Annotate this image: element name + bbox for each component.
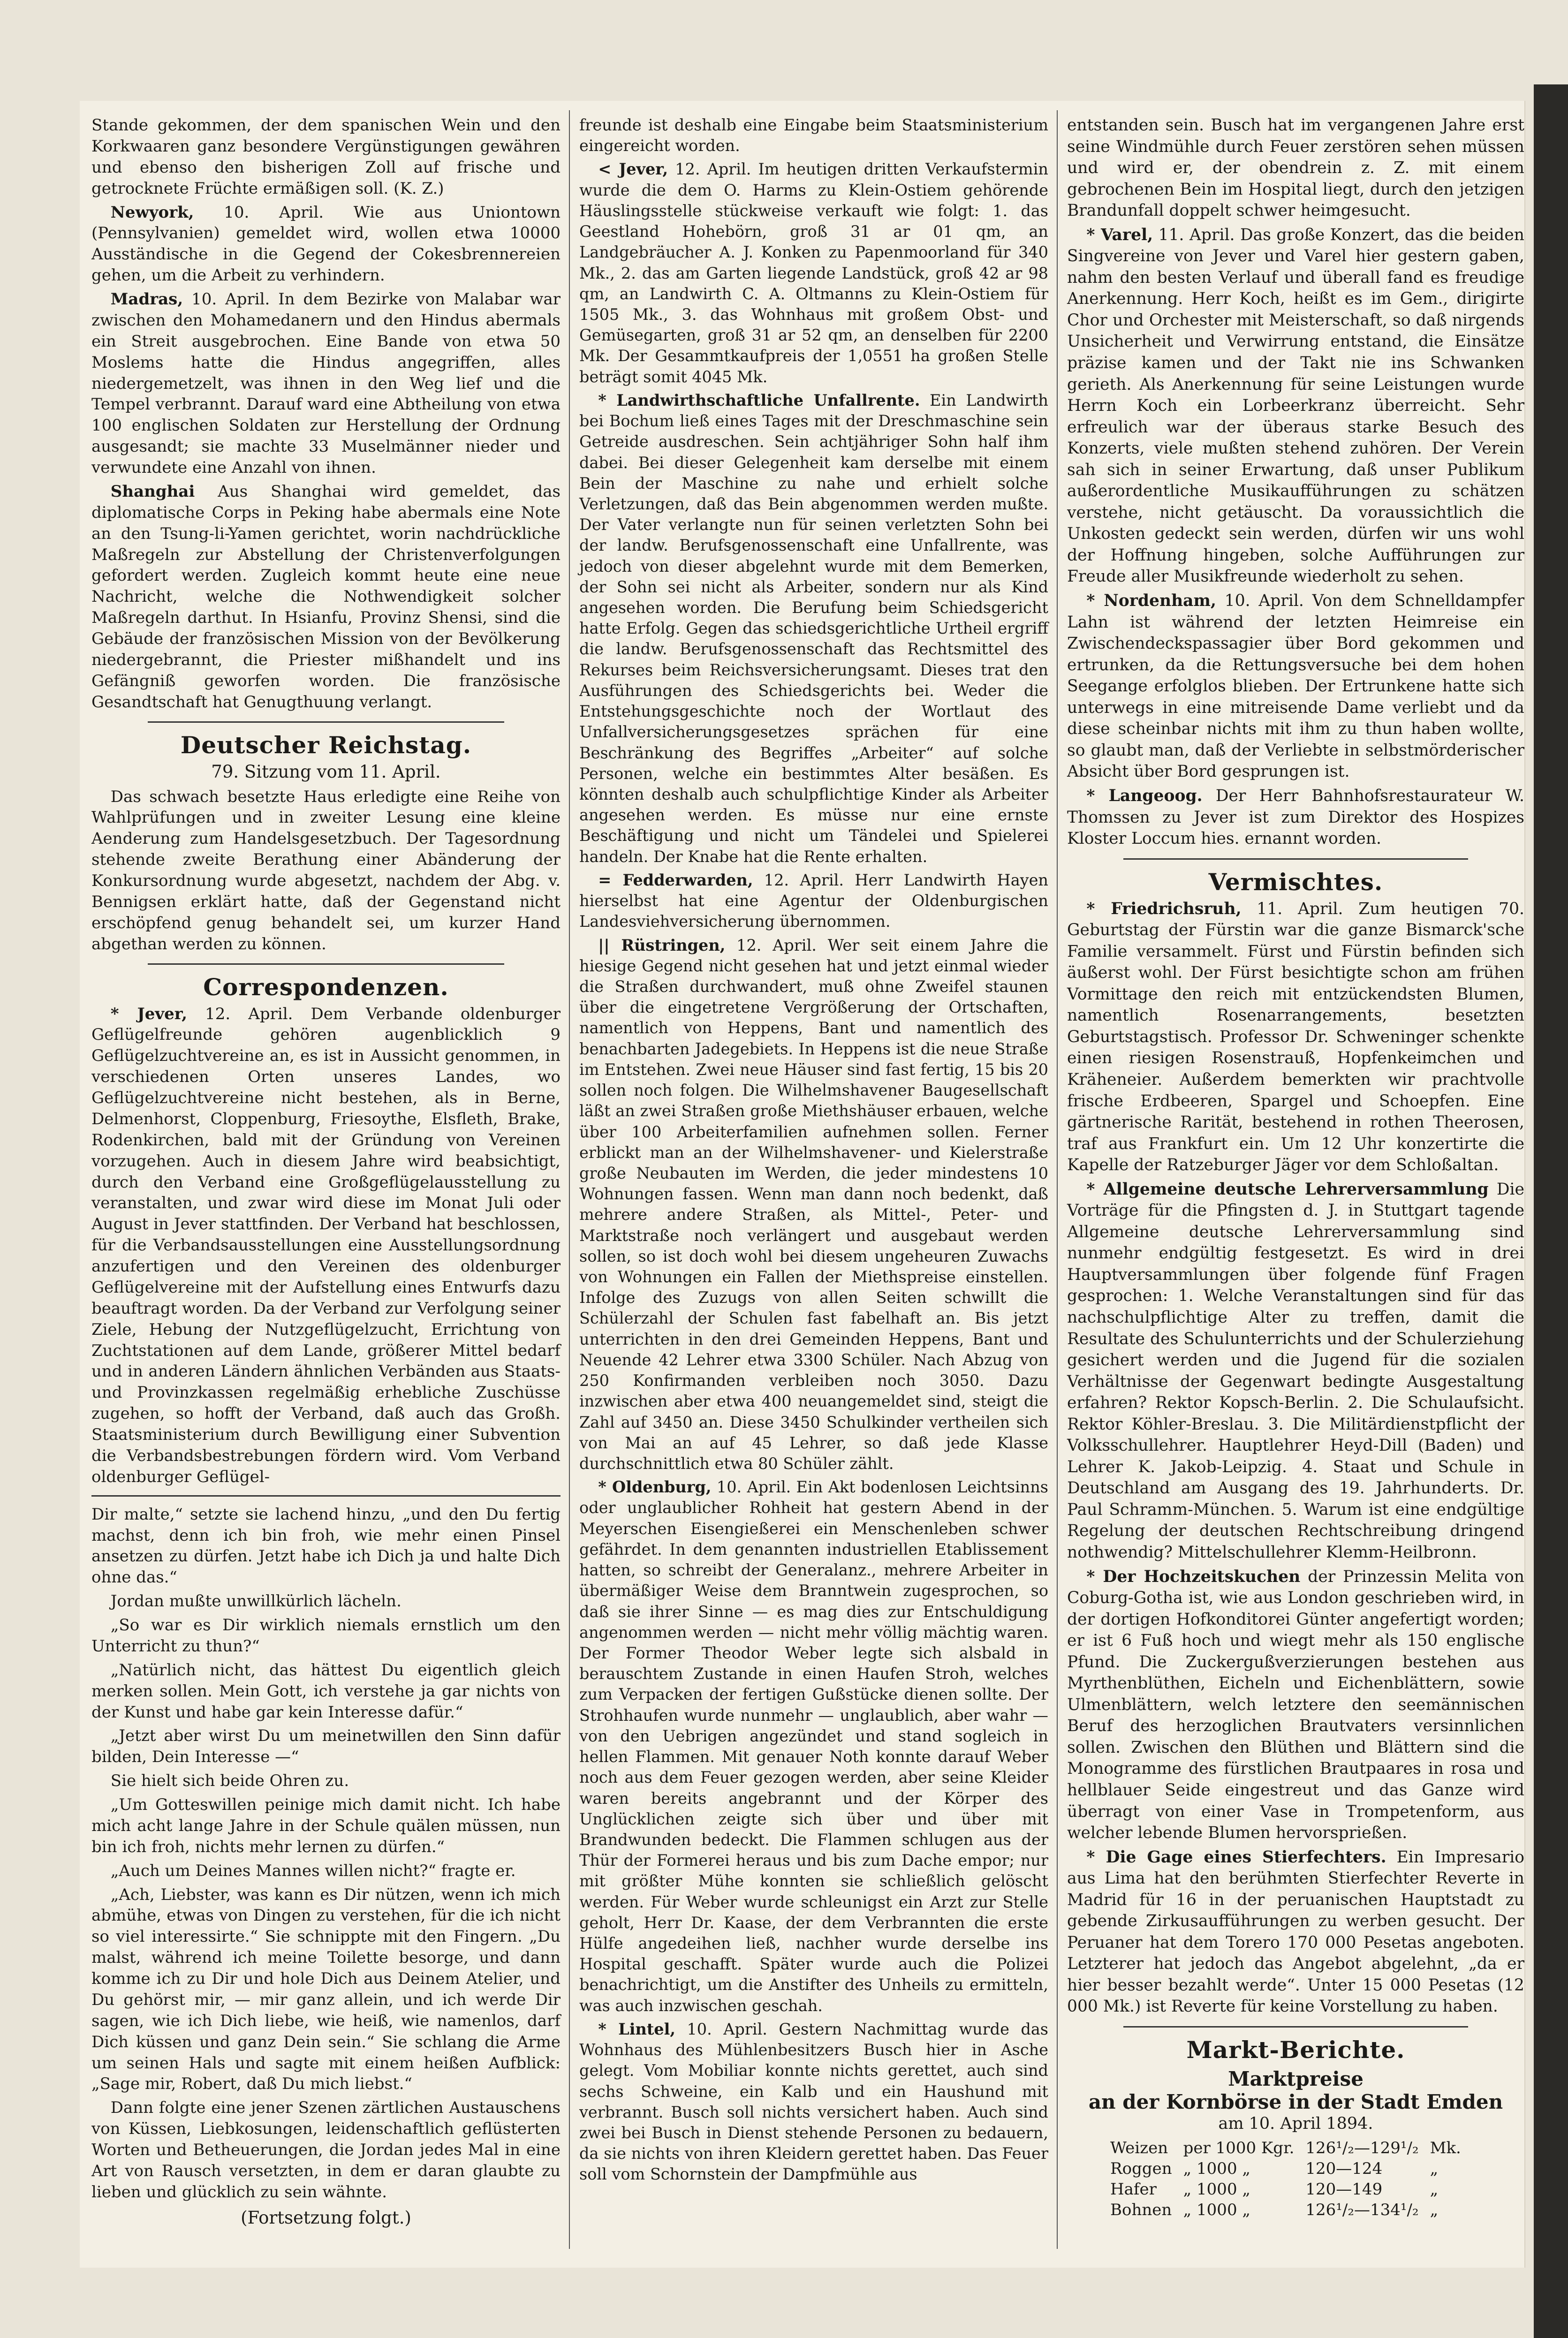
column-divider — [569, 110, 570, 2249]
news-article — [1067, 786, 1524, 850]
article-text: Ein Landwirth bei Bochum ließ eines Tages mit der Dreschmaschine sein Getreide ausdreschen. Sein achtjähriger Sohn half ihm dabei. Bei dieser Gelegenheit kam derselbe mit einem Bein der Maschine zu nahe und erhielt solche Verletzungen, daß das Bein abgenommen werden mußte. Der Vater verlangte nun für seinen verletzten Sohn bei der landw. Berufsgenossenschaft eine Unfallrente, was jedoch von dieser abgelehnt wurde mit dem Bemerken, der Sohn sei nicht als Arbeiter, sondern nur als Kind angesehen worden. Die Berufung beim Schiedsgericht hatte Erfolg. Gegen das schiedsgerichtliche Urtheil ergriff die landw. Berufsgenossenschaft das Rechtsmittel des Rekurses beim Reichsversicherungsamt. Dieses trat den Ausführungen des Schiedsgerichts bei. Weder die Entstehungsgeschichte noch der Wortlaut des Unfallversicherungsgesetzes sprächen für eine Beschränkung des Begriffes „Arbeiter“ auf solche Personen, welche ein bestimmtes Alter besäßen. Es könnten deshalb auch schulpflichtige Kinder als Arbeiter angesehen werden. Es müsse nur eine ernste Beschäftigung und nicht um Tändelei und Spielerei handeln. Der Knabe hat die Rente erhalten. — [579, 391, 1048, 866]
news-article — [579, 390, 1048, 867]
price-item: Weizen — [1110, 2139, 1168, 2158]
place-name: * Langeoog. — [1086, 786, 1203, 805]
place-name: * Jever, — [110, 1004, 188, 1023]
place-name: || Rüstringen, — [598, 936, 726, 954]
feuilleton-paragraph: „Jetzt aber wirst Du um meinetwillen den Sinn dafür bilden, Dein Interesse —“ — [91, 1726, 561, 1767]
place-name: * Die Gage eines Stierfechters. — [1086, 1847, 1386, 1867]
reichstag-heading: Deutscher Reichstag. — [180, 731, 472, 759]
correspondenzen-heading: Correspondenzen. — [203, 973, 449, 1001]
feuilleton-paragraph: „Natürlich nicht, das hättest Du eigentlich gleich merken sollen. Mein Gott, ich verstehe ja gar nichts von der Kunst und habe gar kein Interesse dafür.“ — [91, 1660, 561, 1722]
article-text: freunde ist deshalb eine Eingabe beim Staatsministerium eingereicht worden. — [579, 116, 1048, 155]
place-name: * Friedrichsruh, — [1086, 899, 1242, 918]
reichstag-session: 79. Sitzung vom 11. April. — [211, 761, 441, 782]
article-text: 10. April. Ein Akt bodenlosen Leichtsinns oder unglaublicher Rohheit hat gestern Abend in der Meyerschen Eisengießerei ein Menschenleben schwer gefährdet. In dem genannten industriellen Etablissement hatten, so schreibt der Generalanz., mehrere Arbeiter in übermäßiger Weise dem Branntwein zugesprochen, so daß sie ihrer Sinne — es mag dies zur Entschuldigung angenommen werden — nicht mehr völlig mächtig waren. Der Former Theodor Weber legte sich alsbald in berauschtem Zustande in einen Haufen Stroh, welches zum Verpacken der fertigen Gußstücke dienen sollte. Der Strohhaufen wurde nunmehr — unglaublich, aber wahr — von den Uebrigen angezündet und stand sogleich in hellen Flammen. Mit genauer Noth konnte darauf Weber noch aus dem Feuer gezogen werden, aber seine Kleider waren bereits angebrannt und der Körper des Unglücklichen zeigte sich über und über mit Brandwunden bedeckt. Die Flammen schlugen aus der Thür der Formerei heraus und bis zum Dache empor; nur mit größter Mühe konnten sie schließlich gelöscht werden. Für Weber wurde schleunigst ein Arzt zur Stelle geholt, Herr Dr. Kaase, der dem Verbrannten die erste Hülfe angedeihen ließ, nachher wurde derselbe ins Hospital geschafft. Später wurde auch die Polizei benachrichtigt, um die Anstifter des Unheils zu ermitteln, was auch inzwischen geschah. — [579, 1478, 1049, 2015]
price-price: 126¹/₂—129¹/₂ — [1305, 2139, 1419, 2158]
divider — [148, 963, 504, 965]
article-text: Stande gekommen, der dem spanischen Wein und den Korkwaaren ganz besondere Vergünstigungen gewähren und ebenso den bisherigen Zoll auf frische und getrocknete Früchte ermäßigen soll. (K. Z.) — [91, 116, 561, 198]
news-article — [579, 159, 1048, 387]
vermischtes-articles — [1067, 899, 1524, 2018]
reichstag-text: Das schwach besetzte Haus erledigte eine Reihe von Wahlprüfungen und in zweiter Lesung eine kleine Aenderung zum Handelsgesetzbuch. Der Tagesordnung stehende zweite Berathung einer Abänderung der Konkursordnung wurde abgesetzt, nachdem der Abg. v. Bennigsen erklärt hatte, daß der Gegenstand nicht erschöpfend genug behandelt sei, um kurzer Hand abgethan werden zu können. — [91, 787, 561, 953]
place-name: Madras, — [110, 290, 183, 309]
price-row — [1105, 2138, 1467, 2158]
column-3-news — [1067, 115, 1524, 850]
column-3 — [1067, 115, 1524, 2220]
article-text: Aus Shanghai wird gemeldet, das diplomatische Corps in Peking habe abermals eine Note an den Tsung-li-Yamen gerichtet, worin nachdrückliche Maßregeln zur Abstellung der Christenverfolgungen gefordert werden. Zugleich kommt heute eine neue Nachricht, welche die Nothwendigkeit solcher Maßregeln darthut. In Hsianfu, Provinz Shensi, sind die Gebäude der französischen Mission von der Bevölkerung niedergebrannt, die Priester mißhandelt und ins Gefängniß geworfen worden. Die französische Gesandtschaft hat Genugthuung verlangt. — [91, 482, 561, 711]
feuilleton-paragraph: „Ach, Liebster, was kann es Dir nützen, wenn ich mich abmühe, etwas von Dingen zu verstehen, für die ich nicht so viel interessirte.“ Sie schnippte mit den Fingern. „Du malst, während ich meine Toilette besorge, und dann komme ich zu Dir und hole Dich aus Deinem Atelier, und Du gehörst mir, — mir ganz allein, und ich werde Dir sagen, wie ich Dich liebe, wie heiß, wie namenlos, darf Dich küssen und ganz Dein sein.“ Sie schlang die Arme um seinen Hals und sagte mit einem heißen Aufblick: „Sage mir, Robert, daß Du mich liebst.“ — [91, 1885, 561, 2094]
news-article — [579, 870, 1048, 932]
price-unit: „ 1000 „ — [1183, 2159, 1250, 2179]
page-edge — [1534, 84, 1568, 2338]
divider — [148, 721, 504, 723]
article-text: 10. April. Wie aus Uniontown (Pennsylvanien) gemeldet wird, wollen etwa 10000 Ausständische in die Gegend der Cokesbrennereien gehen, um die Arbeit zu verhindern. — [91, 203, 561, 285]
newspaper-page — [80, 101, 1525, 2268]
news-article — [1067, 899, 1524, 1176]
market-date: am 10. April 1894. — [1218, 2114, 1373, 2134]
price-row — [1105, 2200, 1467, 2220]
divider — [1123, 2026, 1468, 2028]
feuilleton-paragraph: Sie hielt sich beide Ohren zu. — [110, 1771, 349, 1791]
feuilleton-divider — [91, 1495, 561, 1497]
article-text: 11. April. Das große Konzert, das die beiden Singvereine von Jever und Varel hier gestern gaben, nahm den besten Verlauf und überall fand es freudige Anerkennung. Herr Koch, heißt es im Gem., dirigirte Chor und Orchester mit Meisterschaft, so daß nirgends Unsicherheit und Verwirrung entstand, die Einsätze präzise kamen und der Takt nie ins Schwanken gerieth. Als Anerkennung für seine Leistungen wurde Herrn Koch ein Lorbeerkranz überreicht. Sehr erfreulich war der überaus starke Besuch des Konzerts, viele mußten stehend zuhören. Der Verein sah sich in seiner Erwartung, daß unser Publikum außerordentliche Musikaufführungen zu schätzen verstehe, nicht getäuscht. Da voraussichtlich die Unkosten gedeckt sein werden, dürfen wir uns wohl der Hoffnung hingeben, solche Aufführungen zur Freude aller Musikfreunde wiederholt zu sehen. — [1067, 225, 1524, 586]
article-text: 12. April. Wer seit einem Jahre die hiesige Gegend nicht gesehen hat und jetzt einmal wieder die Straßen durchwandert, muß ohne Zweifel staunen über die eingetretene Vergrößerung der Ortschaften, namentlich von Heppens, Bant und namentlich des benachbarten Jadegebiets. In Heppens ist die neue Straße im Entstehen. Zwei neue Häuser sind fast fertig, 15 bis 20 sollen noch folgen. Die Wilhelmshavener Baugesellschaft läßt an zwei Straßen große Miethshäuser erbauen, welche über 100 Arbeiterfamilien aufnehmen sollen. Ferner erblickt man an der Wilhelmshavener- und Kielerstraße große Neubauten im Werden, die jeder mindestens 10 Wohnungen fassen. Wenn man dann noch bedenkt, daß mehrere andere Straßen, als Mittel-, Peter- und Marktstraße noch verlängert und ausgebaut werden sollen, so ist doch wohl bei diesem ungeheuren Zuwachs von Wohnungen ein Fallen der Miethspreise einstellen. Infolge des Zuzugs von allen Seiten schwillt die Schülerzahl der Schulen fast fabelhaft an. Bis jetzt unterrichten in den drei Gemeinden Heppens, Bant und Neuende 42 Lehrer etwa 3300 Schüler. Nach Abzug von 250 Konfirmanden verbleiben noch 3050. Dazu inzwischen aber etwa 400 neuangemeldet sind, steigt die Zahl auf 3450 an. Diese 3450 Schulkinder vertheilen sich von Mai an auf 45 Lehrer, so daß jede Klasse durchschnittlich etwa 80 Schüler zählt. — [579, 936, 1049, 1473]
feuilleton-paragraph: Dann folgte eine jener Szenen zärtlichen Austauschens von Küssen, Liebkosungen, leidenschaftlich geflüsterten Worten und Betheuerungen, die Jordan jedes Mal in eine Art von Rausch versetzten, in dem er daran glaubte zu lieben und glücklich zu sein wähnte. — [91, 2098, 561, 2202]
column-2-news — [579, 115, 1048, 2185]
feuilleton-paragraph: „Um Gotteswillen peinige mich damit nicht. Ich habe mich acht lange Jahre in der Schule quälen müssen, nun bin ich froh, nichts mehr lernen zu dürfen.“ — [91, 1795, 561, 1856]
vermischtes-heading: Vermischtes. — [1208, 868, 1383, 896]
column-2 — [579, 115, 1048, 2188]
column-1 — [91, 115, 561, 2228]
price-price: 120—124 — [1305, 2159, 1383, 2179]
news-article — [91, 115, 561, 199]
fortsetzung-note: (Fortsetzung folgt.) — [241, 2207, 411, 2228]
feuilleton — [91, 1504, 561, 2203]
article-text: 10. April. In dem Bezirke von Malabar war zwischen den Mohamedanern und den Hindus abermals ein Streit ausgebrochen. Eine Bande von etwa 50 Moslems hatte die Hindus angegriffen, alles niedergemetzelt, was ihnen in den Weg lief und die Tempel verbrannt. Darauf ward eine Abtheilung von etwa 100 englischen Soldaten zur Herstellung der Ordnung ausgesandt; sie machte 33 Muselmänner nieder und verwundete eine Anzahl von ihnen. — [91, 290, 561, 477]
news-article — [1067, 1566, 1524, 1844]
price-cur: „ — [1430, 2180, 1439, 2199]
news-article — [579, 2019, 1048, 2185]
feuilleton-paragraph: „So war es Dir wirklich niemals ernstlich um den Unterricht zu thun?“ — [91, 1616, 561, 1656]
news-article — [91, 202, 561, 287]
place-name: * Nordenham, — [1086, 591, 1217, 611]
news-article — [1067, 1179, 1524, 1564]
place-name: Shanghai — [110, 482, 195, 501]
market-location: an der Kornbörse in der Stadt Emden — [1088, 2090, 1503, 2114]
price-row — [1105, 2179, 1467, 2200]
place-name: * Oldenburg, — [598, 1478, 712, 1497]
column-divider — [1057, 110, 1058, 2249]
price-unit: „ 1000 „ — [1183, 2201, 1250, 2220]
price-item: Bohnen — [1110, 2201, 1172, 2220]
price-unit: per 1000 Kgr. — [1183, 2139, 1295, 2158]
divider — [1123, 858, 1468, 860]
article-text: 10. April. Von dem Schnelldampfer Lahn ist während der letzten Heimreise ein Zwischendeckspassagier über Bord gekommen und ertrunken, da die Rettungsversuche bei dem hohen Seegange erfolglos blieben. Der Ertrunkene hatte sich unterwegs in eine mitreisende Dame verliebt und da diese scheinbar nichts mit ihm zu thun haben wollte, so glaubt man, daß der Verliebte in selbstmörderischer Absicht über Bord gesprungen ist. — [1067, 591, 1524, 781]
price-price: 126¹/₂—134¹/₂ — [1305, 2201, 1419, 2220]
place-name: * Varel, — [1086, 225, 1153, 244]
place-name: Newyork, — [110, 203, 194, 222]
feuilleton-paragraph: Dir malte,“ setzte sie lachend hinzu, „und den Du fertig machst, denn ich bin froh, wie mehr einen Pinsel ansetzen zu dürfen. Jetzt habe ich Dich ja und halte Dich ohne das.“ — [91, 1505, 561, 1587]
price-cur: „ — [1430, 2159, 1439, 2179]
place-name: * Der Hochzeitskuchen — [1086, 1567, 1301, 1586]
article-text: der Prinzessin Melita von Coburg-Gotha ist, wie aus London geschrieben wird, in der dortigen Hofkonditorei Günter angefertigt worden; er ist 6 Fuß hoch und wiegt mehr als 150 englische Pfund. Die Zuckergußverzierungen bestehen aus Myrthenblüthen, Eicheln und Eichenblättern, sowie Ulmenblättern, welch letztere den seemännischen Beruf des herzoglichen Brautvaters versinnlichen sollen. Zwischen den Blüthen und Blättern sind die Monogramme des fürstlichen Brautpaares in rosa und hellblauer Seide eingestreut und das Ganze wird überragt von einer Vase in Trompetenform, aus welcher lebende Blumen hervorsprießen. — [1067, 1567, 1524, 1843]
markt-heading: Markt-Berichte. — [1186, 2036, 1405, 2064]
news-article — [1067, 590, 1524, 783]
news-article — [579, 1477, 1048, 2016]
place-name: < Jever, — [598, 160, 668, 179]
article-text: 11. April. Zum heutigen 70. Geburtstag der Fürstin war die ganze Bismarck'sche Familie versammelt. Fürst und Fürstin befinden sich äußerst wohl. Der Fürst besichtigte schon am frühen Vormittage den reich mit entzückendsten Blumen, namentlich Rosenarrangements, besetzten Geburtstagstisch. Professor Dr. Schweninger schenkte einen riesigen Rosenstrauß, Hopfenkeimchen und Kräheneier. Außerdem bemerkten wir prachtvolle frische Erdbeeren, Spargel und Schoepfen. Eine gärtnerische Rarität, bestehend in rothen Theerosen, traf aus Frankfurt ein. Um 12 Uhr konzertirte die Kapelle der Ratzeburger Jäger vor dem Schloßaltan. — [1067, 899, 1524, 1175]
price-cur: „ — [1430, 2201, 1439, 2220]
news-article — [91, 289, 561, 478]
article-text: entstanden sein. Busch hat im vergangenen Jahre erst seine Windmühle durch Feuer zerstören sehen müssen und wird er, der obendrein z. Z. mit einem gebrochenen Bein im Hospital liegt, durch den jetzigen Brandunfall doppelt schwer heimgesucht. — [1067, 116, 1524, 220]
news-article — [1067, 225, 1524, 588]
news-article — [1067, 115, 1524, 222]
place-name: * Allgemeine deutsche Lehrerversammlung — [1086, 1180, 1489, 1199]
article-text: Die Vorträge für die Pfingsten d. J. in Stuttgart tagende Allgemeine deutsche Lehrerversammlung sind nunmehr endgültig festgesetzt. Es wird in drei Hauptversammlungen über folgende fünf Fragen gesprochen: 1. Welche Veranstaltungen sind für das nachschulpflichtige Alter zu treffen, damit die Resultate des Schulunterrichts und der Schulerziehung gesichert werden und die Jugend für die sozialen Verhältnisse der Gegenwart bedingte Ausgestaltung erfahren? Rektor Kopsch-Berlin. 2. Die Schulaufsicht. Rektor Köhler-Breslau. 3. Die Militärdienstpflicht der Volksschullehrer. Hauptlehrer Heyd-Dill (Baden) und Lehrer K. Jakob-Leipzig. 4. Staat und Schule in Deutschland am Ausgang des 19. Jahrhunderts. Dr. Paul Schramm-München. 5. Warum ist eine endgültige Regelung der deutschen Rechtschreibung dringend nothwendig? Mittelschullehrer Klemm-Heilbronn. — [1067, 1180, 1524, 1562]
price-table — [1105, 2138, 1467, 2220]
news-article — [91, 481, 561, 713]
news-article — [1067, 1847, 1524, 2018]
price-row — [1105, 2158, 1467, 2179]
place-name: = Fedderwarden, — [598, 870, 753, 889]
feuilleton-paragraph: Jordan mußte unwillkürlich lächeln. — [110, 1592, 401, 1611]
column-1-news — [91, 115, 561, 713]
price-cur: Mk. — [1430, 2139, 1461, 2158]
price-item: Hafer — [1110, 2180, 1157, 2199]
price-unit: „ 1000 „ — [1183, 2180, 1250, 2199]
article-text: Der Herr Bahnhofsrestaurateur W. Thomssen zu Jever ist zum Direktor des Hospizes Kloster Loccum hies. ernannt worden. — [1067, 786, 1525, 848]
article-text: 12. April. Dem Verbande oldenburger Geflügelfreunde gehören augenblicklich 9 Geflügelzuchtvereine an, es ist in Aussicht genommen, in verschiedenen Orten unseres Landes, wo Geflügelzuchtvereine nicht bestehen, als in Berne, Delmenhorst, Cloppenburg, Friesoythe, Elsfleth, Brake, Rodenkirchen, bald mit der Gründung von Vereinen vorzugehen. Auch in diesem Jahre wird beabsichtigt, durch den Verband eine Großgeflügelausstellung zu veranstalten, und zwar wird diese im Monat Juli oder August in Jever stattfinden. Der Verband hat beschlossen, für die Verbandsausstellungen eine Ausstellungsordnung anzufertigen und den Vereinen des oldenburger Geflügelvereine mit der Aufstellung eines Entwurfs dazu beauftragt worden. Da der Verband zur Verfolgung seiner Ziele, Hebung der Nutzgeflügelzucht, Errichtung von Zuchtstationen auf dem Lande, größerer Mittel bedarf und in anderen Ländern ähnlichen Verbänden aus Staats- und Provinzkassen regelmäßig erhebliche Zuschüsse zugehen, so hofft der Verband, daß auch das Großh. Staatsministerium durch Bewilligung einer Subvention die Verbandsbestrebungen fördern wird. Vom Verband oldenburger Geflügel- — [91, 1004, 561, 1486]
article-text: 12. April. Im heutigen dritten Verkaufstermin wurde die dem O. Harms zu Klein-Ostiem gehörende Häuslingsstelle stückweise verkauft wie folgt: 1. das Geestland Hohebörn, groß 31 ar 01 qm, an Landgebräucher A. J. Konken zu Papenmoorland für 340 Mk., 2. das am Garten liegende Landstück, groß 42 ar 98 qm, an Landwirth C. A. Oltmanns zu Klein-Ostiem für 1505 Mk., 3. das Wohnhaus mit großem Obst- und Gemüsegarten, groß 31 ar 52 qm, an denselben für 2200 Mk. Der Gesammtkaufpreis der 1,0551 ha großen Stelle beträgt somit 4045 Mk. — [579, 160, 1048, 386]
news-article — [579, 935, 1048, 1475]
article-text: 12. April. Herr Landwirth Hayen hierselbst hat eine Agentur der Oldenburgischen Landesviehversicherung übernommen. — [579, 870, 1049, 931]
article-text: 10. April. Gestern Nachmittag wurde das Wohnhaus des Mühlenbesitzers Busch hier in Asche gelegt. Vom Mobiliar konnte nichts gerettet, auch sind sechs Schweine, ein Kalb und ein Haushund mit verbrannt. Busch soll nichts versichert haben. Auch sind zwei bei Busch in Dienst stehende Personen zu bedauern, da sie nichts von ihren Kleidern gerettet haben. Das Feuer soll vom Schornstein der Dampfmühle aus — [579, 2020, 1048, 2184]
correspondenz-jever — [91, 1004, 561, 1488]
feuilleton-paragraph: „Auch um Deines Mannes willen nicht?“ fragte er. — [110, 1861, 516, 1880]
place-name: * Lintel, — [598, 2020, 675, 2038]
article-text: Ein Impresario aus Lima hat den berühmten Stierfechter Reverte in Madrid für 16 in der peruanischen Hauptstadt zu gebende Zirkusaufführungen zu werben gesucht. Der Peruaner hat dem Torero 170 000 Pesetas angeboten. Letzterer hat jedoch das Angebot abgelehnt, „da er hier besser bezahlt werde“. Unter 15 000 Pesetas (12 000 Mk.) ist Reverte für keine Vorstellung zu haben. — [1067, 1847, 1525, 2016]
news-article — [579, 115, 1048, 156]
market-subtitle: Marktpreise — [1228, 2067, 1363, 2091]
place-name: * Landwirthschaftliche Unfallrente. — [598, 391, 920, 409]
price-item: Roggen — [1110, 2159, 1172, 2179]
price-price: 120—149 — [1305, 2180, 1383, 2199]
